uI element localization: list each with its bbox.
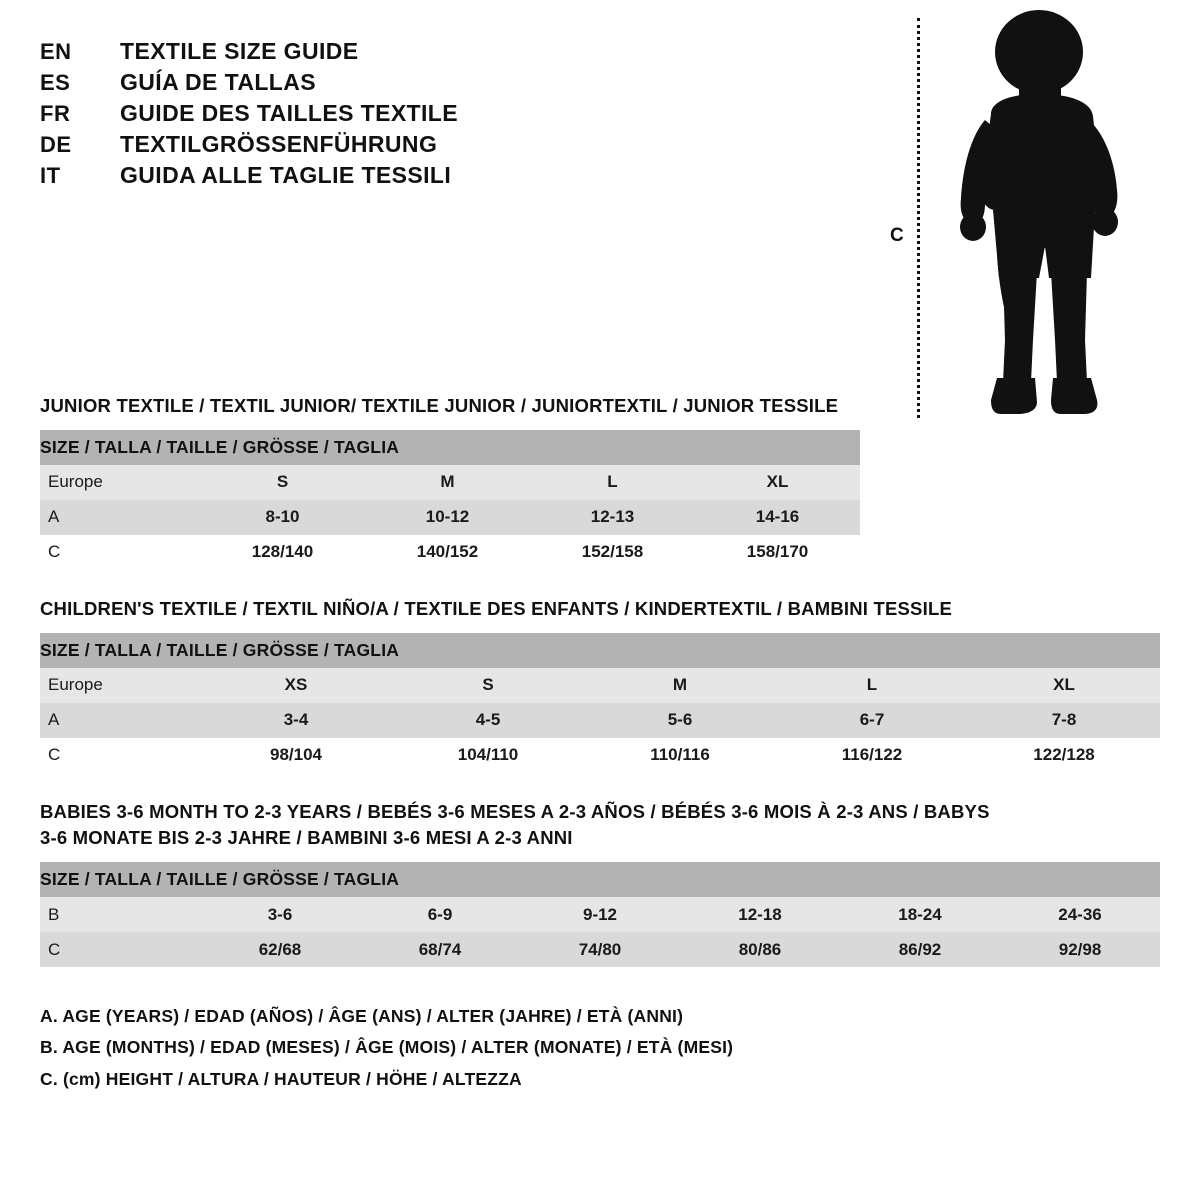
section-title-junior: JUNIOR TEXTILE / TEXTIL JUNIOR/ TEXTILE JUNIOR / JUNIORTEXTIL / JUNIOR TESSILE: [40, 395, 839, 416]
cell-value: 80/86: [680, 932, 840, 967]
cell-value: 122/128: [968, 738, 1160, 773]
cell-value: 140/152: [365, 535, 530, 570]
row-label: C: [40, 932, 200, 967]
cell-value: 6-7: [776, 703, 968, 738]
table-row: [40, 465, 860, 500]
cell-value: 7-8: [968, 703, 1160, 738]
cell-value: 10-12: [365, 500, 530, 535]
table-header-row: [40, 430, 860, 465]
table-row: [40, 932, 1160, 967]
table-header-row: [40, 633, 1160, 668]
cell-value: 74/80: [520, 932, 680, 967]
measurement-figure: [890, 10, 1150, 430]
cell-value: 9-12: [520, 897, 680, 932]
language-title-de: TEXTILGRÖSSENFÜHRUNG: [120, 131, 438, 157]
cell-value: XS: [200, 668, 392, 703]
row-label: A: [40, 703, 200, 738]
table-header-label: SIZE / TALLA / TAILLE / GRÖSSE / TAGLIA: [40, 430, 860, 465]
row-label: Europe: [40, 668, 200, 703]
row-label: B: [40, 897, 200, 932]
cell-value: 4-5: [392, 703, 584, 738]
section-children: [40, 596, 1160, 773]
cell-value: 12-13: [530, 500, 695, 535]
table-row: [40, 703, 1160, 738]
language-title-it: GUIDA ALLE TAGLIE TESSILI: [120, 162, 452, 188]
language-title-es: GUÍA DE TALLAS: [120, 69, 316, 95]
cell-value: 110/116: [584, 738, 776, 773]
table-row: [40, 897, 1160, 932]
cell-value: 152/158: [530, 535, 695, 570]
language-code-fr: FR: [40, 101, 71, 126]
row-label: C: [40, 535, 200, 570]
legend-line-a: A. AGE (YEARS) / EDAD (AÑOS) / ÂGE (ANS) / ALTER (JAHRE) / ETÀ (ANNI): [40, 1006, 684, 1027]
table-row: [40, 535, 860, 570]
cell-value: S: [392, 668, 584, 703]
height-measure-dotted-line: [917, 18, 920, 418]
language-title-en: TEXTILE SIZE GUIDE: [120, 38, 359, 64]
size-table-babies: [40, 862, 1160, 967]
row-label: A: [40, 500, 200, 535]
cell-value: 86/92: [840, 932, 1000, 967]
cell-value: 8-10: [200, 500, 365, 535]
section-babies: [40, 799, 1160, 968]
size-table-junior: [40, 430, 860, 570]
table-header-row: [40, 862, 1160, 897]
cell-value: S: [200, 465, 365, 500]
size-table-children: [40, 633, 1160, 773]
cell-value: 98/104: [200, 738, 392, 773]
cell-value: 12-18: [680, 897, 840, 932]
language-code-es: ES: [40, 70, 71, 95]
cell-value: XL: [695, 465, 860, 500]
table-row: [40, 738, 1160, 773]
cell-value: M: [584, 668, 776, 703]
table-header-label: SIZE / TALLA / TAILLE / GRÖSSE / TAGLIA: [40, 633, 1160, 668]
cell-value: M: [365, 465, 530, 500]
language-code-it: IT: [40, 163, 61, 188]
cell-value: L: [776, 668, 968, 703]
language-code-en: EN: [40, 39, 72, 64]
cell-value: 116/122: [776, 738, 968, 773]
section-title-babies: BABIES 3-6 MONTH TO 2-3 YEARS / BEBÉS 3-6 MESES A 2-3 AÑOS / BÉBÉS 3-6 MOIS À 2-3 ANS / BABYS 3-6 MONATE BIS 2-3 JAHRE / BAMBINI 3-6 MESI A 2-3 ANNI: [40, 800, 990, 849]
legend-block: [40, 1001, 1160, 1094]
cell-value: 6-9: [360, 897, 520, 932]
cell-value: XL: [968, 668, 1160, 703]
cell-value: 128/140: [200, 535, 365, 570]
cell-value: 62/68: [200, 932, 360, 967]
height-measure-label: C: [890, 225, 904, 246]
child-silhouette-icon: [945, 10, 1145, 425]
language-code-de: DE: [40, 132, 72, 157]
cell-value: 68/74: [360, 932, 520, 967]
table-row: [40, 668, 1160, 703]
cell-value: 3-4: [200, 703, 392, 738]
row-label: C: [40, 738, 200, 773]
cell-value: 92/98: [1000, 932, 1160, 967]
cell-value: 3-6: [200, 897, 360, 932]
row-label: Europe: [40, 465, 200, 500]
table-row: [40, 500, 860, 535]
table-header-label: SIZE / TALLA / TAILLE / GRÖSSE / TAGLIA: [40, 862, 1160, 897]
section-title-children: CHILDREN'S TEXTILE / TEXTIL NIÑO/A / TEXTILE DES ENFANTS / KINDERTEXTIL / BAMBINI TESSILE: [40, 597, 952, 619]
legend-line-b: B. AGE (MONTHS) / EDAD (MESES) / ÂGE (MOIS) / ALTER (MONATE) / ETÀ (MESI): [40, 1037, 734, 1058]
cell-value: 104/110: [392, 738, 584, 773]
cell-value: 158/170: [695, 535, 860, 570]
cell-value: L: [530, 465, 695, 500]
language-title-fr: GUIDE DES TAILLES TEXTILE: [120, 100, 458, 126]
cell-value: 18-24: [840, 897, 1000, 932]
cell-value: 5-6: [584, 703, 776, 738]
legend-line-c: C. (cm) HEIGHT / ALTURA / HAUTEUR / HÖHE / ALTEZZA: [40, 1068, 522, 1089]
cell-value: 14-16: [695, 500, 860, 535]
cell-value: 24-36: [1000, 897, 1160, 932]
